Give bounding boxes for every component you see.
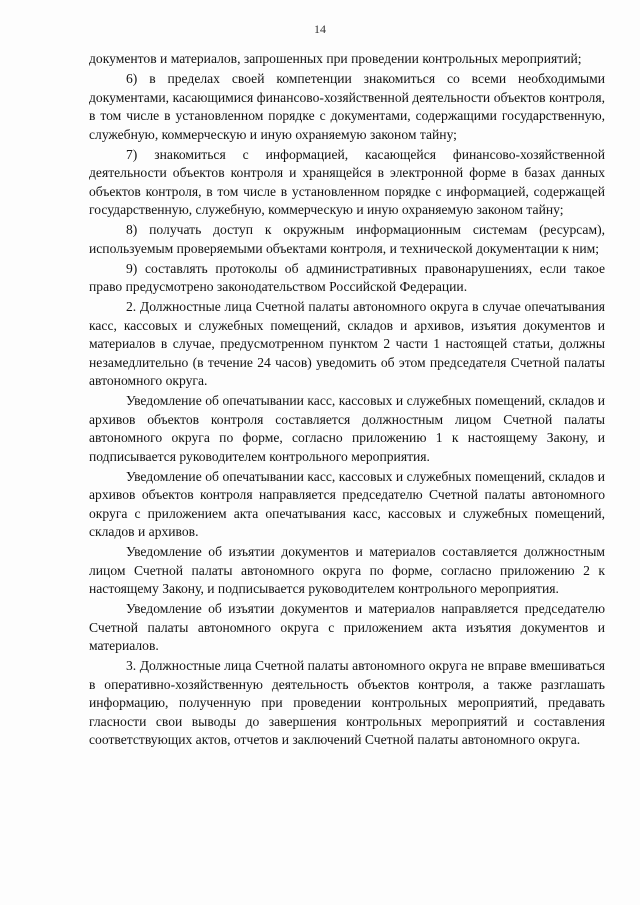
paragraph-section-3: 3. Должностные лица Счетной палаты автономного округа не вправе вмешиваться в оперативно-хозяйственную деятельность объектов контроля, а также разглашать информацию, полученную при проведении контрольных мероприятий, предавать гласности свои выводы до завершения контрольных мероприятий и составления соответствующих актов, отчетов и заключений Счетной палаты автономного округа. [89,658,605,747]
paragraph-section-2: 2. Должностные лица Счетной палаты автономного округа в случае опечатывания касс, кассовых и служебных помещений, складов и архивов, изъятия документов и материалов в случае, предусмотренном пунктом 2 части 1 настоящей статьи, должны незамедлительно (в течение 24 часов) уведомить об этом председателя Счетной палаты автономного округа. [89,299,605,388]
paragraph-seizure-notice-form: Уведомление об изъятии документов и материалов составляется должностным лицом Счетной палаты автономного округа по форме, согласно приложению 2 к настоящему Закону, и подписывается руководителем контрольного мероприятия. [89,544,605,596]
paragraph-item-9: 9) составлять протоколы об административных правонарушениях, если такое право предусмотрено законодательством Российской Федерации. [89,260,605,294]
document-body [89,50,605,751]
paragraph-item-7: 7) знакомиться с информацией, касающейся финансово-хозяйственной деятельности объектов контроля и хранящейся в электронной форме в базах данных объектов контроля, в том числе в установленном порядке с информацией, содержащей государственную, служебную, коммерческую и иную охраняемую законом тайну; [89,146,605,217]
page-number: 14 [314,22,326,36]
paragraph-continuation: документов и материалов, запрошенных при проведении контрольных мероприятий; [89,51,582,66]
paragraph-seal-notice-form: Уведомление об опечатывании касс, кассовых и служебных помещений, складов и архивов объектов контроля составляется должностным лицом Счетной палаты автономного округа по форме, согласно приложению 1 к настоящему Закону, и подписывается руководителем контрольного мероприятия. [89,393,605,464]
paragraph-item-6: 6) в пределах своей компетенции знакомиться со всеми необходимыми документами, касающимися финансово-хозяйственной деятельности объектов контроля, в том числе в установленном порядке с документами, содержащими государственную, служебную, коммерческую и иную охраняемую законом тайну; [89,71,605,142]
paragraph-seizure-notice-sent: Уведомление об изъятии документов и материалов направляется председателю Счетной палаты автономного округа с приложением акта изъятия документов и материалов. [89,601,605,653]
paragraph-item-8: 8) получать доступ к окружным информационным системам (ресурсам), используемым проверяемыми объектами контроля, и технической документации к ним; [89,222,605,256]
paragraph-seal-notice-sent: Уведомление об опечатывании касс, кассовых и служебных помещений, складов и архивов объектов контроля направляется председателю Счетной палаты автономного округа с приложением акта опечатывания касс, кассовых и служебных помещений, складов и архивов. [89,468,605,539]
